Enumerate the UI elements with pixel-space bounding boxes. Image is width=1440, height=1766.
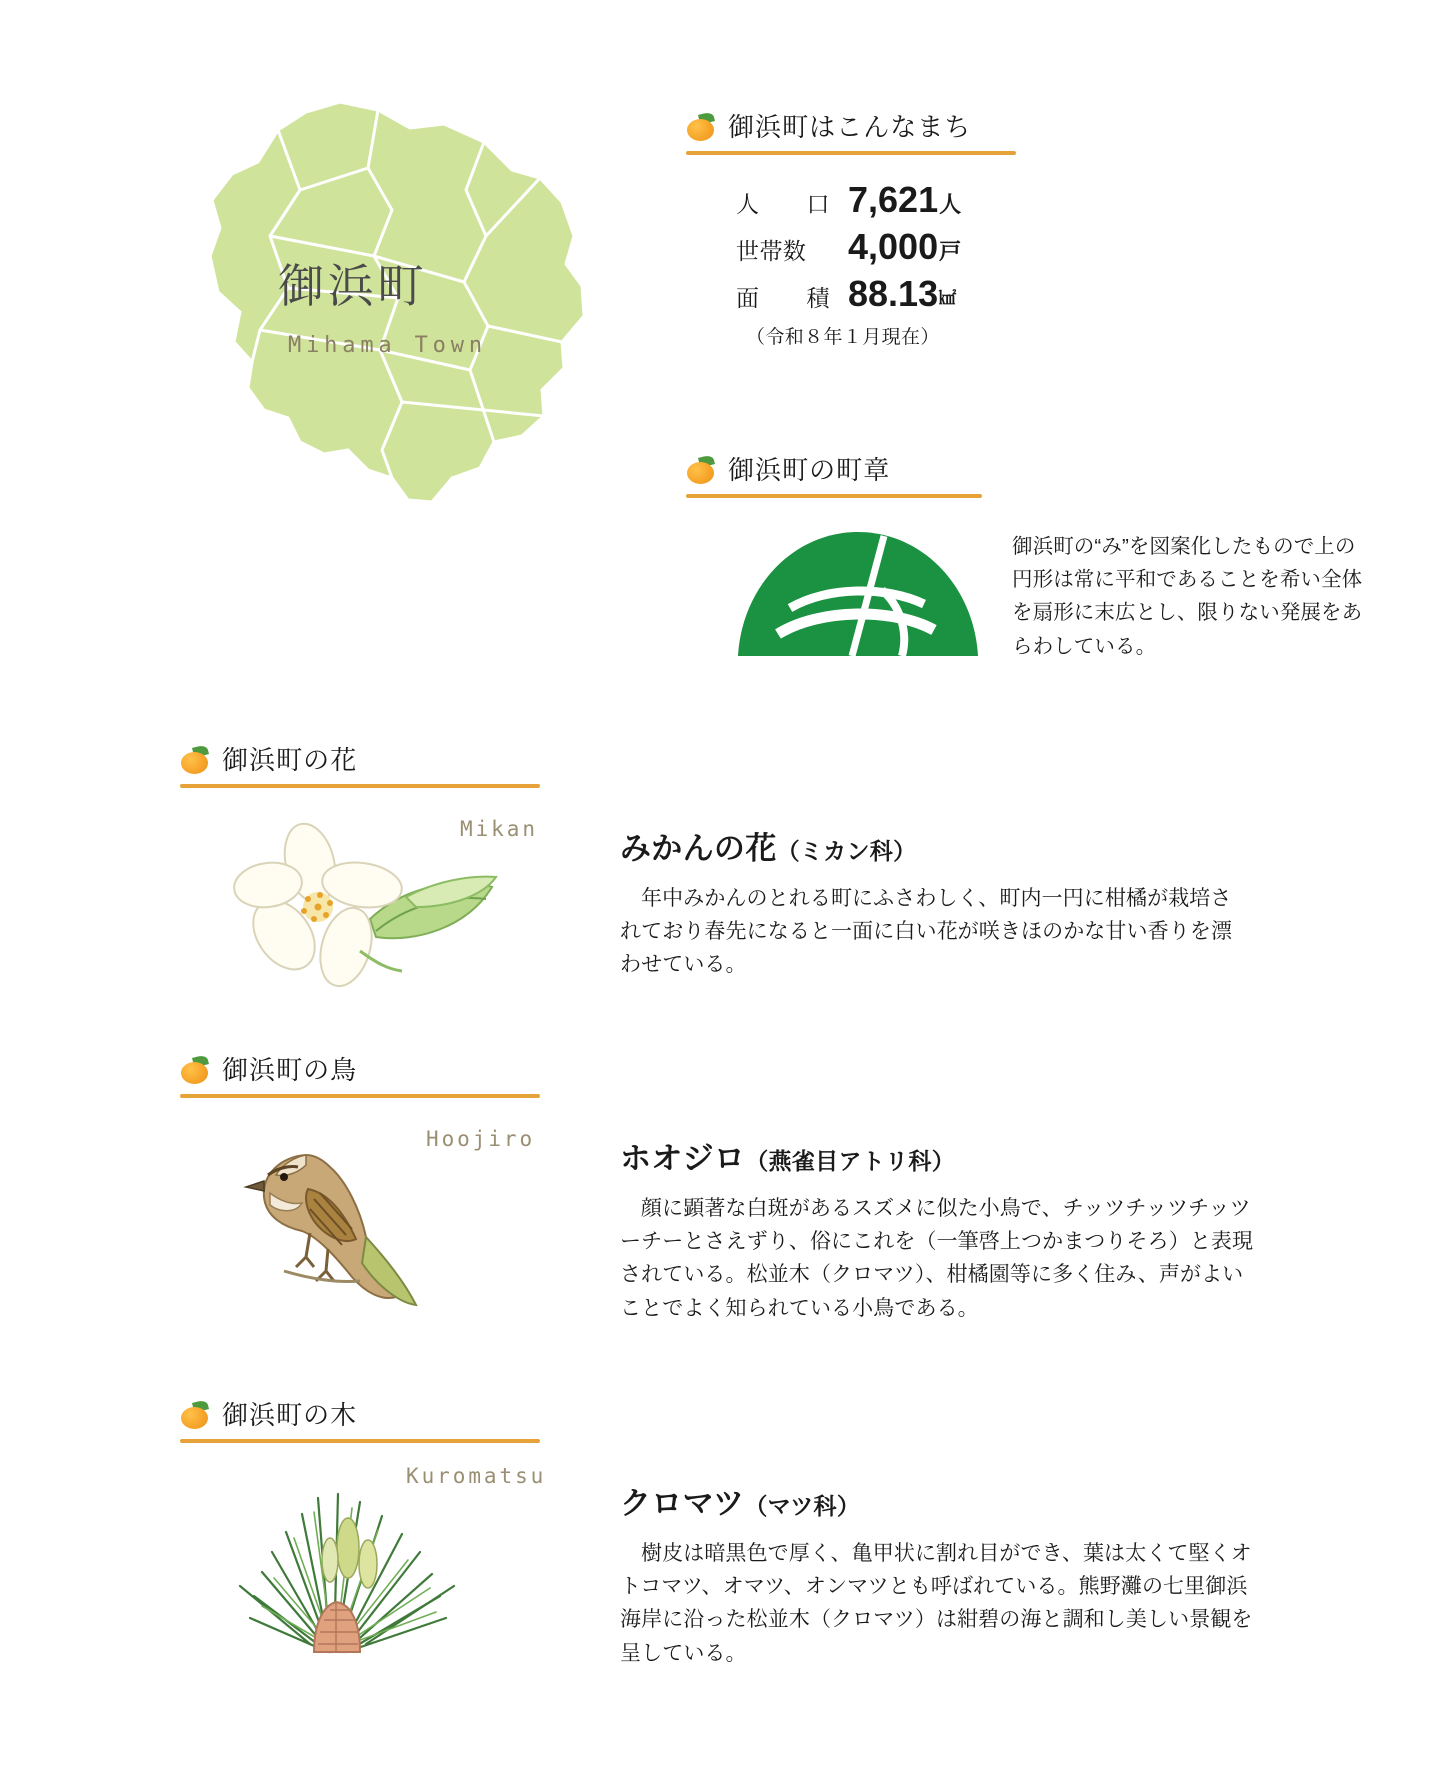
flower-romaji: Mikan bbox=[460, 817, 538, 841]
heading-underline bbox=[180, 1094, 540, 1098]
stats-table bbox=[736, 181, 1106, 313]
flower-title-line bbox=[620, 823, 1240, 868]
stats-heading bbox=[686, 112, 1106, 155]
mikan-icon bbox=[180, 1055, 210, 1085]
tree-title-line bbox=[620, 1478, 1260, 1523]
label-part-b: 積 bbox=[806, 285, 830, 311]
bird-family: （燕雀目アトリ科） bbox=[745, 1148, 956, 1174]
emblem-description: 御浜町の“み”を図案化したもので上の円形は常に平和であることを希い全体を扇形に末広とし、限りない発展をあらわしている。 bbox=[1012, 535, 1363, 658]
bird-title: ホオジロ bbox=[620, 1141, 746, 1176]
flower-heading-label: 御浜町の花 bbox=[222, 745, 358, 775]
flower-text-column bbox=[620, 823, 1240, 982]
stats-unit-households: 戸 bbox=[939, 239, 962, 264]
table-row bbox=[736, 228, 1106, 266]
bird-illustration bbox=[210, 1111, 570, 1336]
stats-unit-population: 人 bbox=[939, 192, 962, 217]
tree-romaji: Kuromatsu bbox=[406, 1464, 547, 1488]
tree-title: クロマツ bbox=[620, 1486, 745, 1521]
mikan-icon bbox=[180, 1400, 210, 1430]
mikan-icon bbox=[686, 455, 716, 485]
heading-underline bbox=[686, 151, 1016, 155]
flower-title: みかんの花 bbox=[620, 831, 777, 866]
bird-heading-label: 御浜町の鳥 bbox=[222, 1055, 358, 1085]
flower-heading bbox=[180, 745, 540, 788]
heading-underline bbox=[180, 784, 540, 788]
stats-value-area: 88.13 bbox=[848, 273, 939, 314]
map-label-japanese: 御浜町 bbox=[278, 259, 428, 313]
bird-text-column bbox=[620, 1133, 1260, 1325]
stats-label-households: 世帯数 bbox=[736, 238, 807, 264]
label-part-a: 人 bbox=[736, 191, 760, 217]
mikan-icon bbox=[180, 745, 210, 775]
town-emblem-icon bbox=[734, 530, 982, 662]
table-row bbox=[736, 181, 1106, 219]
map-label-english: Mihama Town bbox=[288, 333, 487, 358]
emblem-heading-label: 御浜町の町章 bbox=[728, 455, 891, 485]
label-part-b: 口 bbox=[806, 191, 830, 217]
bird-romaji: Hoojiro bbox=[426, 1127, 536, 1151]
town-emblem-section bbox=[686, 455, 1366, 663]
mikan-icon bbox=[686, 112, 716, 142]
emblem-heading bbox=[686, 455, 1366, 498]
heading-underline bbox=[686, 494, 982, 498]
tree-text-column bbox=[620, 1478, 1260, 1670]
bird-heading bbox=[180, 1055, 540, 1098]
bird-title-line bbox=[620, 1133, 1260, 1178]
tree-illustration bbox=[210, 1456, 570, 1681]
stats-label-area bbox=[736, 280, 848, 313]
stats-label-population bbox=[736, 186, 848, 219]
tree-heading-label: 御浜町の木 bbox=[222, 1400, 358, 1430]
stats-value-population: 7,621 bbox=[848, 179, 939, 220]
mihama-town-map bbox=[92, 50, 632, 510]
town-stats-section bbox=[686, 112, 1106, 349]
flower-family: （ミカン科） bbox=[776, 838, 917, 864]
bird-description: 顔に顕著な白斑があるスズメに似た小鳥で、チッツチッツチッツーチーとさえずり、俗にこれを（一筆啓上つかまつりそろ）と表現されている。松並木（クロマツ）、柑橘園等に多く住み、声がよいことでよく知られている小鳥である。 bbox=[620, 1197, 1254, 1320]
stats-note: （令和８年１月現在） bbox=[746, 327, 940, 348]
stats-unit-area: ㎢ bbox=[939, 289, 957, 308]
heading-underline bbox=[180, 1439, 540, 1443]
flower-illustration bbox=[210, 801, 570, 1006]
tree-heading bbox=[180, 1400, 540, 1443]
flower-description: 年中みかんのとれる町にふさわしく、町内一円に柑橘が栽培されており春先になると一面に白い花が咲きほのかな甘い香りを漂わせている。 bbox=[620, 887, 1233, 977]
stats-heading-label: 御浜町はこんなまち bbox=[728, 112, 972, 142]
tree-description: 樹皮は暗黒色で厚く、亀甲状に割れ目ができ、葉は太くて堅くオトコマツ、オマツ、オンマツとも呼ばれている。熊野灘の七里御浜海岸に沿った松並木（クロマツ）は紺碧の海と調和し美しい景観を呈している。 bbox=[620, 1542, 1253, 1665]
kuromatsu-pine-drawing bbox=[210, 1456, 570, 1676]
tree-family: （マツ科） bbox=[744, 1493, 861, 1519]
table-row bbox=[736, 275, 1106, 313]
label-part-a: 面 bbox=[736, 285, 760, 311]
stats-value-households: 4,000 bbox=[848, 226, 939, 267]
